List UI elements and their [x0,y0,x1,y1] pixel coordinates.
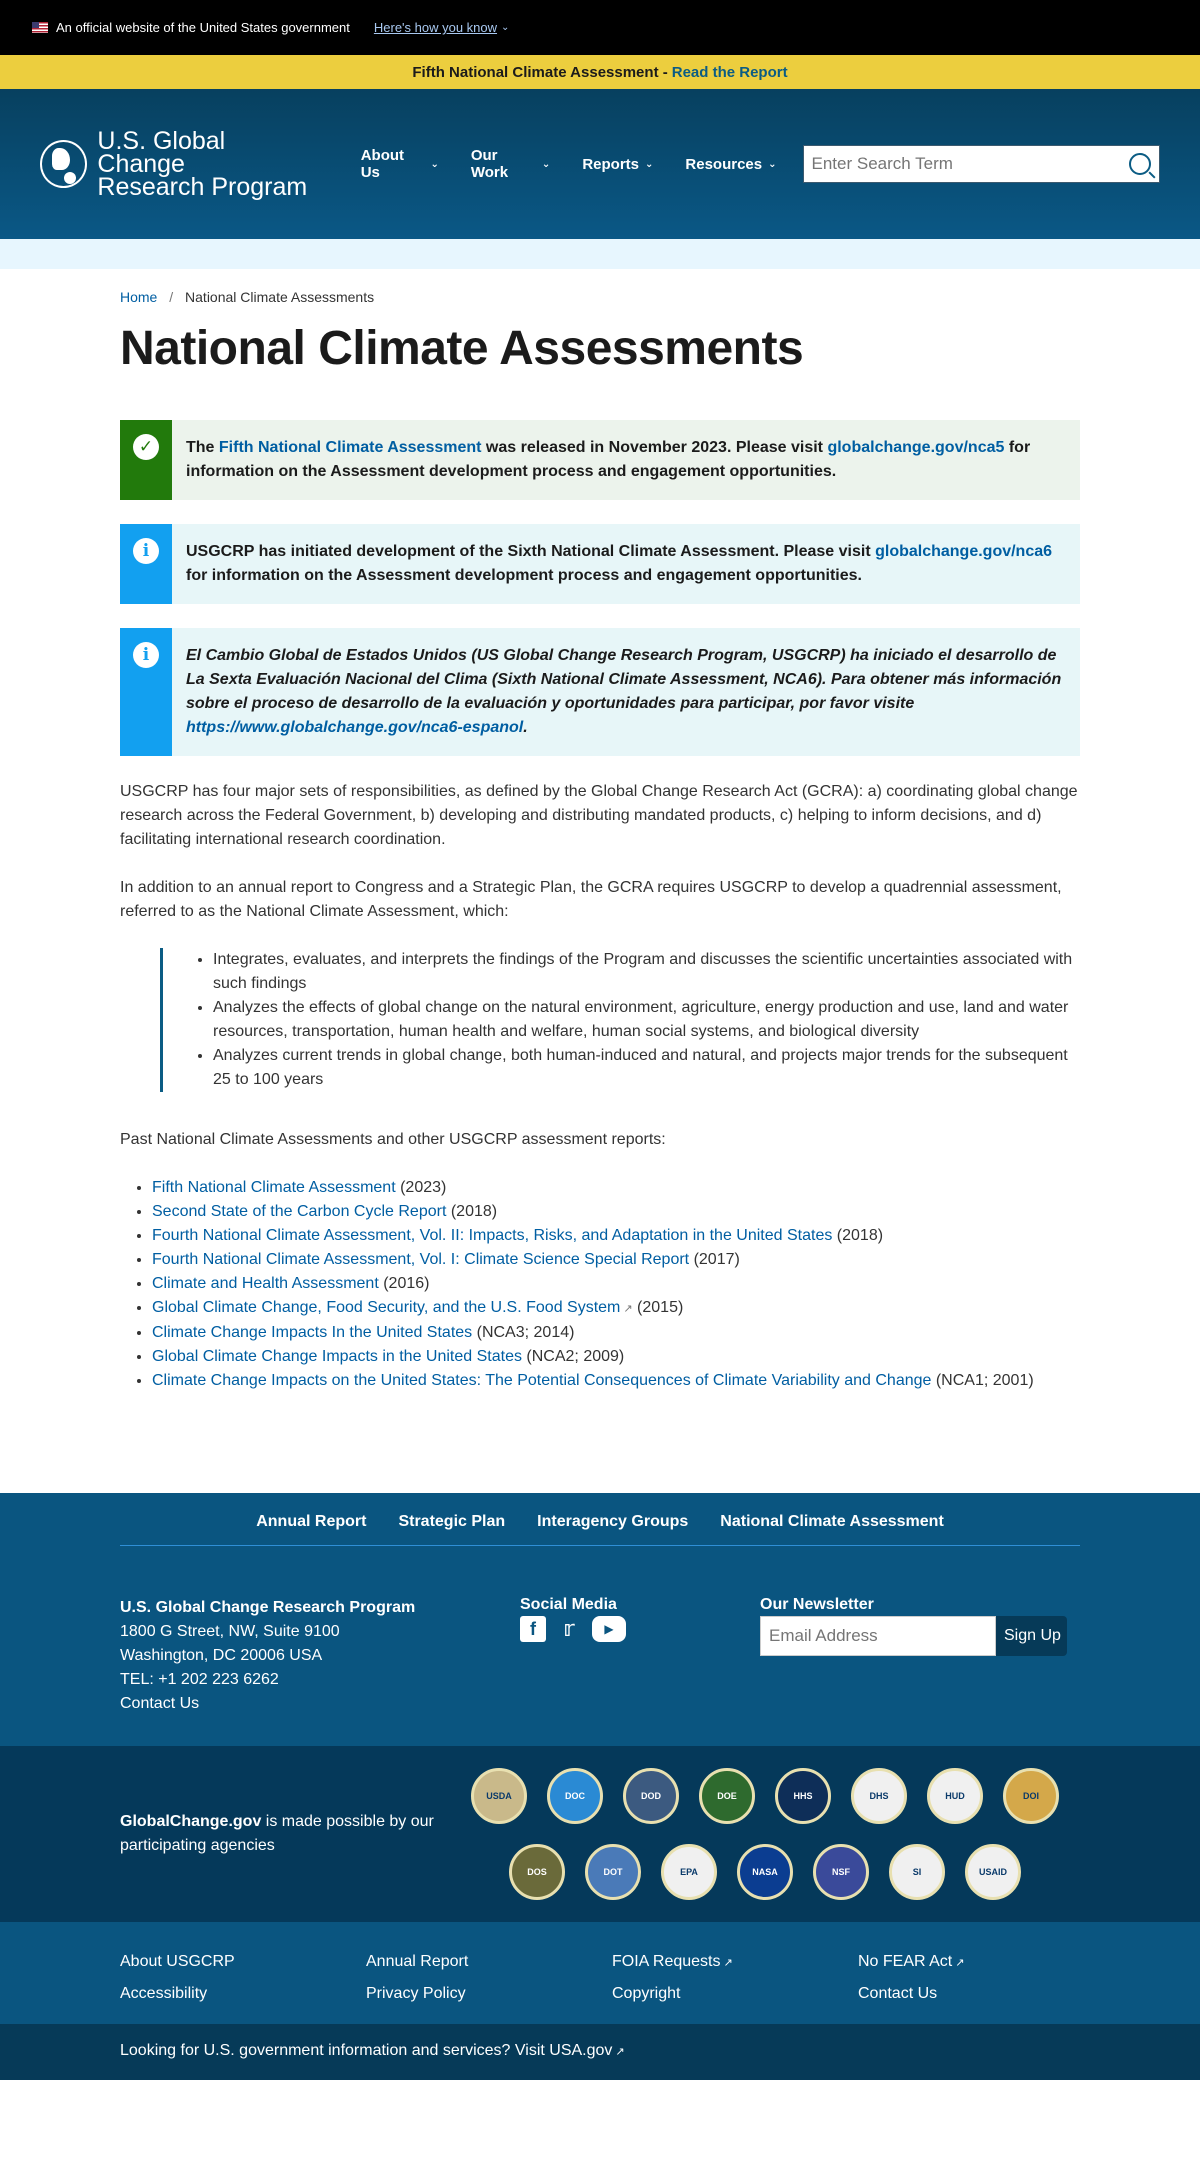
report-link[interactable]: Fourth National Climate Assessment, Vol. II: Impacts, Risks, and Adaptation in the United States [152,1227,833,1244]
seal-label: DOT [603,1867,623,1877]
report-year: (2023) [395,1179,447,1196]
seal-label: DOE [717,1791,737,1801]
social-title: Social Media [520,1596,617,1613]
globe-icon [40,140,87,188]
footer-newsletter [760,1596,1067,1716]
announcement-bar [0,55,1200,89]
list-item [152,1369,1080,1393]
list-item: • Analyzes current trends in global change, both human-induced and natural, and projects major trends for the subsequent 25 to 100 years [213,1044,1080,1092]
agencies-description: is made possible by our participating agencies [120,1813,434,1854]
seal-label: USDA [486,1791,512,1801]
footer-contact-link[interactable]: Contact Us [120,1695,200,1712]
usa-gov-text: Looking for U.S. government information and services? [120,2042,511,2059]
nav-label: Our Work [470,147,509,181]
agency-seal-usda[interactable] [471,1768,527,1824]
past-reports-heading: Past National Climate Assessments and other USGCRP assessment reports: [120,1131,666,1148]
page-title: National Climate Assessments [120,322,804,375]
youtube-icon[interactable]: ▶ [592,1616,626,1642]
chevron-down-icon: ⌄ [541,158,551,170]
logo-line1: U.S. Global Change [97,126,226,178]
external-link-icon: ↗ [723,1957,733,1969]
footer-link-about[interactable]: About USGCRP [120,1953,235,1970]
report-link[interactable]: Climate Change Impacts In the United States [152,1324,473,1341]
report-link[interactable]: Fifth National Climate Assessment [152,1179,396,1196]
search-box [803,145,1161,183]
footer-link-foia[interactable]: FOIA Requests [612,1953,721,1970]
site-logo[interactable] [40,126,317,201]
breadcrumb-home[interactable]: Home [120,289,158,305]
footer-address2: Washington, DC 20006 USA [120,1647,323,1664]
footer-link-strategic-plan[interactable]: Strategic Plan [398,1513,506,1530]
announcement-text: Fifth National Climate Assessment - [412,63,668,81]
twitter-icon[interactable]: 𝕣 [563,1616,575,1641]
agency-seal-usaid[interactable] [965,1844,1021,1900]
gcra-paragraph: In addition to an annual report to Congress and a Strategic Plan, the GCRA requires USGCRP to develop a quadrennial assessment, referred to as the National Climate Assessment, which: [120,879,1062,920]
nav-about-us[interactable] [361,147,439,181]
facebook-icon[interactable]: f [520,1616,546,1642]
gov-banner [0,0,1200,55]
footer-org-name: U.S. Global Change Research Program [120,1599,416,1616]
seal-label: NSF [832,1867,850,1877]
agency-seals [450,1768,1080,1900]
agency-seal-hud[interactable] [927,1768,983,1824]
footer-link-contact[interactable]: Contact Us [858,1985,938,2002]
chevron-down-icon: ⌄ [645,158,654,170]
list-item: • Analyzes the effects of global change on the natural environment, agriculture, energy production and use, land and water resources, transportation, human health and welfare, human social systems, and biological diversity [213,996,1080,1044]
report-year: (NCA2; 2009) [521,1348,625,1365]
nav-reports[interactable] [582,147,653,181]
agencies-text [120,1810,450,1858]
list-item [152,1321,1080,1345]
nav-our-work[interactable] [471,147,550,181]
agency-seal-hhs[interactable] [775,1768,831,1824]
alert-text: The [186,439,219,456]
main-nav [361,147,809,181]
seal-label: DOD [641,1791,661,1801]
list-item [152,1200,1080,1224]
nca5-link[interactable]: Fifth National Climate Assessment [218,439,482,456]
seal-label: SI [912,1867,922,1877]
agency-seal-dod[interactable] [623,1768,679,1824]
nca5-url-link[interactable]: globalchange.gov/nca5 [827,439,1005,456]
alert-text: . [523,719,528,736]
footer-contact [120,1596,520,1716]
chevron-down-icon: ⌄ [501,22,510,33]
header-strip [0,239,1200,269]
report-year: (NCA3; 2014) [472,1324,575,1341]
footer-link-copyright[interactable]: Copyright [612,1985,681,2002]
report-year: (2018) [832,1227,884,1244]
alert-text: for information on the Assessment development process and engagement opportunities. [186,439,1031,480]
report-link[interactable]: Second State of the Carbon Cycle Report [152,1203,447,1220]
footer-link-nca[interactable]: National Climate Assessment [720,1513,944,1530]
footer-link-no-fear[interactable]: No FEAR Act [858,1953,953,1970]
footer-primary-links [120,1505,1080,1546]
footer-link-interagency-groups[interactable]: Interagency Groups [537,1513,689,1530]
footer-tel: TEL: +1 202 223 6262 [120,1671,279,1688]
seal-label: DOC [565,1791,585,1801]
usa-gov-bar [0,2024,1200,2080]
agency-seal-dhs[interactable] [851,1768,907,1824]
report-link[interactable]: Climate and Health Assessment [152,1275,379,1292]
list-item [152,1345,1080,1369]
report-link[interactable]: Global Climate Change Impacts in the United States [152,1348,522,1365]
agency-seal-nsf[interactable] [813,1844,869,1900]
external-link-icon: ↗ [615,2046,625,2058]
breadcrumb [120,289,1080,305]
agency-seal-dos[interactable] [509,1844,565,1900]
nav-label: Reports [582,155,639,173]
agency-seal-doi[interactable] [1003,1768,1059,1824]
agency-seal-si[interactable] [889,1844,945,1900]
past-reports-list [152,1176,1080,1393]
footer-link-privacy[interactable]: Privacy Policy [366,1985,466,2002]
external-link-icon: ↗ [955,1957,965,1969]
seal-label: USAID [978,1867,1007,1877]
agency-seal-nasa[interactable] [737,1844,793,1900]
footer-top [0,1493,1200,1746]
external-link-icon: ↗ [623,1303,633,1315]
agencies-section [0,1746,1200,1922]
site-header [0,89,1200,239]
responsibilities-paragraph: USGCRP has four major sets of responsibilities, as defined by the Global Change Research Act (GCRA): a) coordinating global change research across the Federal Government, b) developing and distributing mandated products, c) helping to inform decisions, and d) facilitating international research coordination. [120,783,1078,848]
site-name: GlobalChange.gov [120,1813,262,1830]
nca5-alert [120,420,1080,500]
chevron-down-icon: ⌄ [430,158,439,170]
seal-label: DOI [1022,1791,1039,1801]
list-item [152,1248,1080,1272]
footer-address1: 1800 G Street, NW, Suite 9100 [120,1623,340,1640]
nca6-espanol-link[interactable]: https://www.globalchange.gov/nca6-espanol [186,719,524,736]
logo-line2: Research Program [97,172,308,201]
report-year: (NCA1; 2001) [931,1372,1034,1389]
report-link[interactable]: Climate Change Impacts on the United States: The Potential Consequences of Climate Variability and Change [152,1372,932,1389]
footer-social [520,1596,760,1716]
alert-text: USGCRP has initiated development of the Sixth National Climate Assessment. Please visit [186,543,876,560]
newsletter-title: Our Newsletter [760,1596,874,1613]
search-input[interactable] [812,154,1130,174]
info-icon: i [133,538,159,564]
site-footer [0,1493,1200,2080]
footer-link-annual-report-2[interactable]: Annual Report [366,1953,469,1970]
alert-text: was released in November 2023. Please visit [481,439,828,456]
list-item [152,1272,1080,1296]
footer-link-annual-report[interactable]: Annual Report [256,1513,367,1530]
nca6-alert [120,524,1080,604]
usa-gov-link[interactable]: Visit USA.gov [514,2042,613,2059]
chevron-down-icon: ⌄ [768,158,777,170]
report-year: (2018) [446,1203,498,1220]
seal-label: HHS [793,1791,813,1801]
list-item [152,1296,1080,1321]
main-content [0,289,1200,1393]
seal-label: HUD [945,1791,965,1801]
alert-text: for information on the Assessment development process and engagement opportunities. [186,567,862,584]
agency-seal-epa[interactable] [661,1844,717,1900]
seal-label: DOS [527,1867,547,1877]
report-year: (2015) [632,1299,684,1316]
search-icon[interactable] [1129,153,1151,175]
seal-label: DHS [869,1791,889,1801]
us-flag-icon [32,22,48,33]
report-year: (2016) [378,1275,430,1292]
report-link[interactable]: Fourth National Climate Assessment, Vol. I: Climate Science Special Report [152,1251,690,1268]
list-item [152,1176,1080,1200]
seal-label: NASA [752,1867,778,1877]
agency-seal-doc[interactable] [547,1768,603,1824]
how-you-know-link[interactable]: Here's how you know [373,20,498,35]
seal-label: EPA [680,1867,698,1877]
footer-link-accessibility[interactable]: Accessibility [120,1985,208,2002]
agency-seal-doe[interactable] [699,1768,755,1824]
info-icon: i [133,642,159,668]
report-link[interactable]: Global Climate Change, Food Security, and the U.S. Food System [152,1299,621,1316]
check-circle-icon: ✓ [133,434,159,460]
read-report-link[interactable]: Read the Report [671,63,788,81]
nca-requirements-list [160,948,1080,1092]
email-input[interactable] [760,1616,996,1656]
nca6-spanish-alert [120,628,1080,756]
list-item: • Integrates, evaluates, and interprets the findings of the Program and discusses the scientific uncertainties associated with such findings [213,948,1080,996]
nav-label: Resources [685,155,763,173]
footer-secondary-links [0,1922,1200,2024]
breadcrumb-current: National Climate Assessments [185,289,375,305]
sign-up-button[interactable]: Sign Up [996,1616,1067,1656]
gov-banner-text: An official website of the United States government [56,20,350,35]
report-year: (2017) [689,1251,740,1268]
list-item [152,1224,1080,1248]
agency-seal-dot[interactable] [585,1844,641,1900]
breadcrumb-separator: / [169,289,174,305]
nav-label: About Us [360,147,405,181]
nca6-link[interactable]: globalchange.gov/nca6 [875,543,1053,560]
nav-resources[interactable] [685,147,776,181]
alert-text: El Cambio Global de Estados Unidos (US Global Change Research Program, USGCRP) ha iniciado el desarrollo de La Sexta Evaluación Nacional del Clima (Sixth National Climate Assessment, NCA6). Para obtener más información sobre el proceso de desarrollo de la evaluación y oportunidades para participar, por favor visite [186,647,1062,712]
